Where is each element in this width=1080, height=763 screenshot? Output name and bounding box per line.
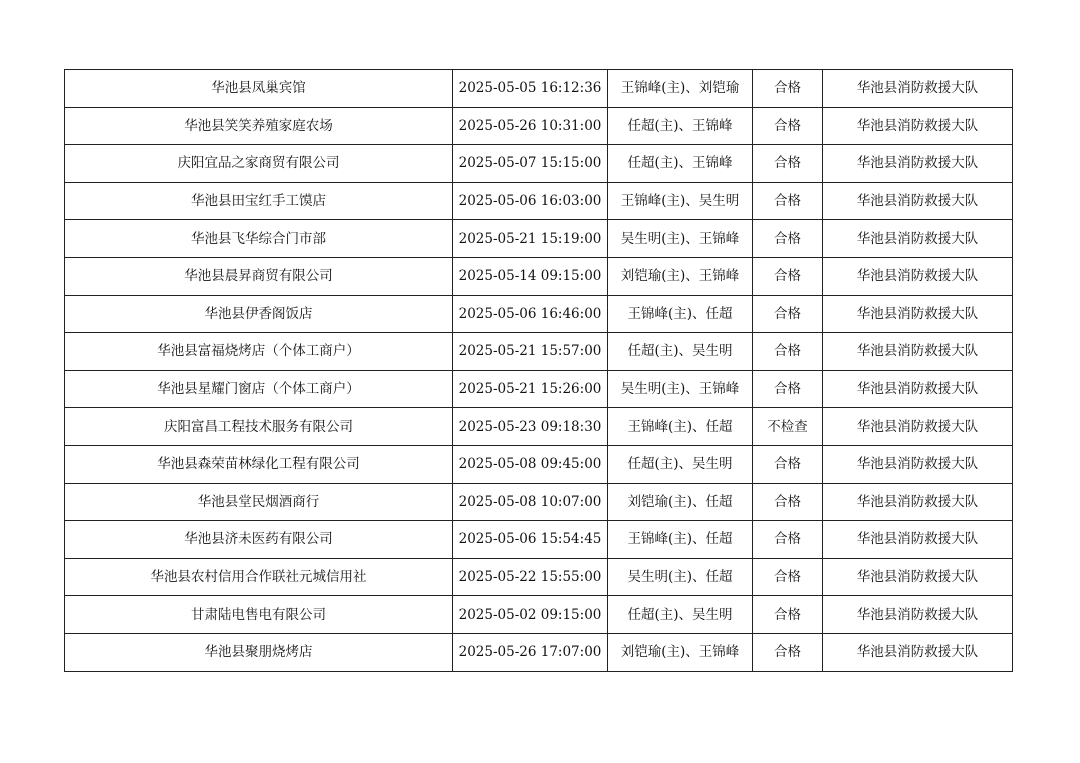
table-row <box>65 333 1013 371</box>
cell-unit-name: 华池县农村信用合作联社元城信用社 <box>65 558 453 596</box>
cell-inspecting-unit: 华池县消防救援大队 <box>823 445 1013 483</box>
cell-inspectors: 任超(主)、王锦峰 <box>608 145 753 183</box>
cell-result: 合格 <box>753 70 823 108</box>
cell-inspecting-unit: 华池县消防救援大队 <box>823 370 1013 408</box>
cell-inspectors: 王锦峰(主)、任超 <box>608 521 753 559</box>
cell-inspection-time: 2025-05-07 15:15:00 <box>453 145 608 183</box>
cell-unit-name: 庆阳宜品之家商贸有限公司 <box>65 145 453 183</box>
table-row <box>65 370 1013 408</box>
cell-inspecting-unit: 华池县消防救援大队 <box>823 70 1013 108</box>
cell-unit-name: 华池县田宝红手工馍店 <box>65 182 453 220</box>
table-row <box>65 558 1013 596</box>
cell-result: 合格 <box>753 295 823 333</box>
cell-inspection-time: 2025-05-08 10:07:00 <box>453 483 608 521</box>
cell-inspectors: 王锦峰(主)、刘铠瑜 <box>608 70 753 108</box>
cell-inspectors: 刘铠瑜(主)、王锦峰 <box>608 633 753 671</box>
table-row <box>65 257 1013 295</box>
cell-unit-name: 华池县富福烧烤店（个体工商户） <box>65 333 453 371</box>
cell-inspecting-unit: 华池县消防救援大队 <box>823 596 1013 634</box>
cell-unit-name: 华池县济未医药有限公司 <box>65 521 453 559</box>
cell-inspectors: 吴生明(主)、王锦峰 <box>608 220 753 258</box>
cell-inspecting-unit: 华池县消防救援大队 <box>823 220 1013 258</box>
cell-inspection-time: 2025-05-05 16:12:36 <box>453 70 608 108</box>
table-row <box>65 408 1013 446</box>
cell-inspection-time: 2025-05-26 17:07:00 <box>453 633 608 671</box>
cell-unit-name: 华池县飞华综合门市部 <box>65 220 453 258</box>
cell-inspection-time: 2025-05-14 09:15:00 <box>453 257 608 295</box>
cell-inspection-time: 2025-05-23 09:18:30 <box>453 408 608 446</box>
cell-result: 合格 <box>753 370 823 408</box>
cell-unit-name: 华池县星耀门窗店（个体工商户） <box>65 370 453 408</box>
cell-inspectors: 吴生明(主)、任超 <box>608 558 753 596</box>
cell-inspectors: 刘铠瑜(主)、王锦峰 <box>608 257 753 295</box>
cell-result: 合格 <box>753 107 823 145</box>
table-row <box>65 596 1013 634</box>
cell-unit-name: 华池县聚朋烧烤店 <box>65 633 453 671</box>
cell-inspecting-unit: 华池县消防救援大队 <box>823 333 1013 371</box>
cell-result: 合格 <box>753 182 823 220</box>
cell-result: 合格 <box>753 633 823 671</box>
cell-result: 合格 <box>753 445 823 483</box>
cell-inspectors: 任超(主)、吴生明 <box>608 445 753 483</box>
cell-result: 不检查 <box>753 408 823 446</box>
cell-inspecting-unit: 华池县消防救援大队 <box>823 558 1013 596</box>
table-row <box>65 521 1013 559</box>
cell-inspection-time: 2025-05-06 15:54:45 <box>453 521 608 559</box>
table-row <box>65 220 1013 258</box>
cell-inspection-time: 2025-05-06 16:46:00 <box>453 295 608 333</box>
cell-result: 合格 <box>753 333 823 371</box>
cell-inspection-time: 2025-05-21 15:57:00 <box>453 333 608 371</box>
cell-unit-name: 甘肃陆电售电有限公司 <box>65 596 453 634</box>
table-row <box>65 70 1013 108</box>
cell-inspectors: 王锦峰(主)、任超 <box>608 295 753 333</box>
cell-unit-name: 华池县森荣苗林绿化工程有限公司 <box>65 445 453 483</box>
cell-inspection-time: 2025-05-08 09:45:00 <box>453 445 608 483</box>
cell-inspectors: 任超(主)、吴生明 <box>608 333 753 371</box>
table-row <box>65 182 1013 220</box>
cell-inspecting-unit: 华池县消防救援大队 <box>823 182 1013 220</box>
cell-inspectors: 任超(主)、王锦峰 <box>608 107 753 145</box>
cell-inspection-time: 2025-05-21 15:19:00 <box>453 220 608 258</box>
cell-inspecting-unit: 华池县消防救援大队 <box>823 107 1013 145</box>
cell-result: 合格 <box>753 220 823 258</box>
cell-result: 合格 <box>753 145 823 183</box>
cell-result: 合格 <box>753 596 823 634</box>
cell-inspecting-unit: 华池县消防救援大队 <box>823 633 1013 671</box>
cell-inspecting-unit: 华池县消防救援大队 <box>823 483 1013 521</box>
inspection-records-table <box>64 69 1013 672</box>
cell-inspecting-unit: 华池县消防救援大队 <box>823 257 1013 295</box>
cell-unit-name: 华池县凤巢宾馆 <box>65 70 453 108</box>
cell-result: 合格 <box>753 483 823 521</box>
cell-inspectors: 吴生明(主)、王锦峰 <box>608 370 753 408</box>
table-row <box>65 107 1013 145</box>
cell-unit-name: 华池县伊香阁饭店 <box>65 295 453 333</box>
cell-inspection-time: 2025-05-26 10:31:00 <box>453 107 608 145</box>
cell-inspectors: 王锦峰(主)、任超 <box>608 408 753 446</box>
table-row <box>65 445 1013 483</box>
cell-inspecting-unit: 华池县消防救援大队 <box>823 295 1013 333</box>
table-row <box>65 295 1013 333</box>
cell-inspectors: 刘铠瑜(主)、任超 <box>608 483 753 521</box>
cell-inspecting-unit: 华池县消防救援大队 <box>823 145 1013 183</box>
cell-result: 合格 <box>753 521 823 559</box>
cell-unit-name: 庆阳富昌工程技术服务有限公司 <box>65 408 453 446</box>
cell-result: 合格 <box>753 257 823 295</box>
cell-inspection-time: 2025-05-22 15:55:00 <box>453 558 608 596</box>
table-row <box>65 633 1013 671</box>
cell-inspectors: 王锦峰(主)、吴生明 <box>608 182 753 220</box>
table-row <box>65 483 1013 521</box>
cell-unit-name: 华池县晨昇商贸有限公司 <box>65 257 453 295</box>
cell-unit-name: 华池县笑笑养殖家庭农场 <box>65 107 453 145</box>
cell-inspecting-unit: 华池县消防救援大队 <box>823 408 1013 446</box>
cell-inspection-time: 2025-05-21 15:26:00 <box>453 370 608 408</box>
inspection-records-body <box>65 70 1013 672</box>
cell-inspecting-unit: 华池县消防救援大队 <box>823 521 1013 559</box>
cell-unit-name: 华池县堂民烟酒商行 <box>65 483 453 521</box>
table-row <box>65 145 1013 183</box>
cell-inspectors: 任超(主)、吴生明 <box>608 596 753 634</box>
cell-result: 合格 <box>753 558 823 596</box>
cell-inspection-time: 2025-05-02 09:15:00 <box>453 596 608 634</box>
cell-inspection-time: 2025-05-06 16:03:00 <box>453 182 608 220</box>
